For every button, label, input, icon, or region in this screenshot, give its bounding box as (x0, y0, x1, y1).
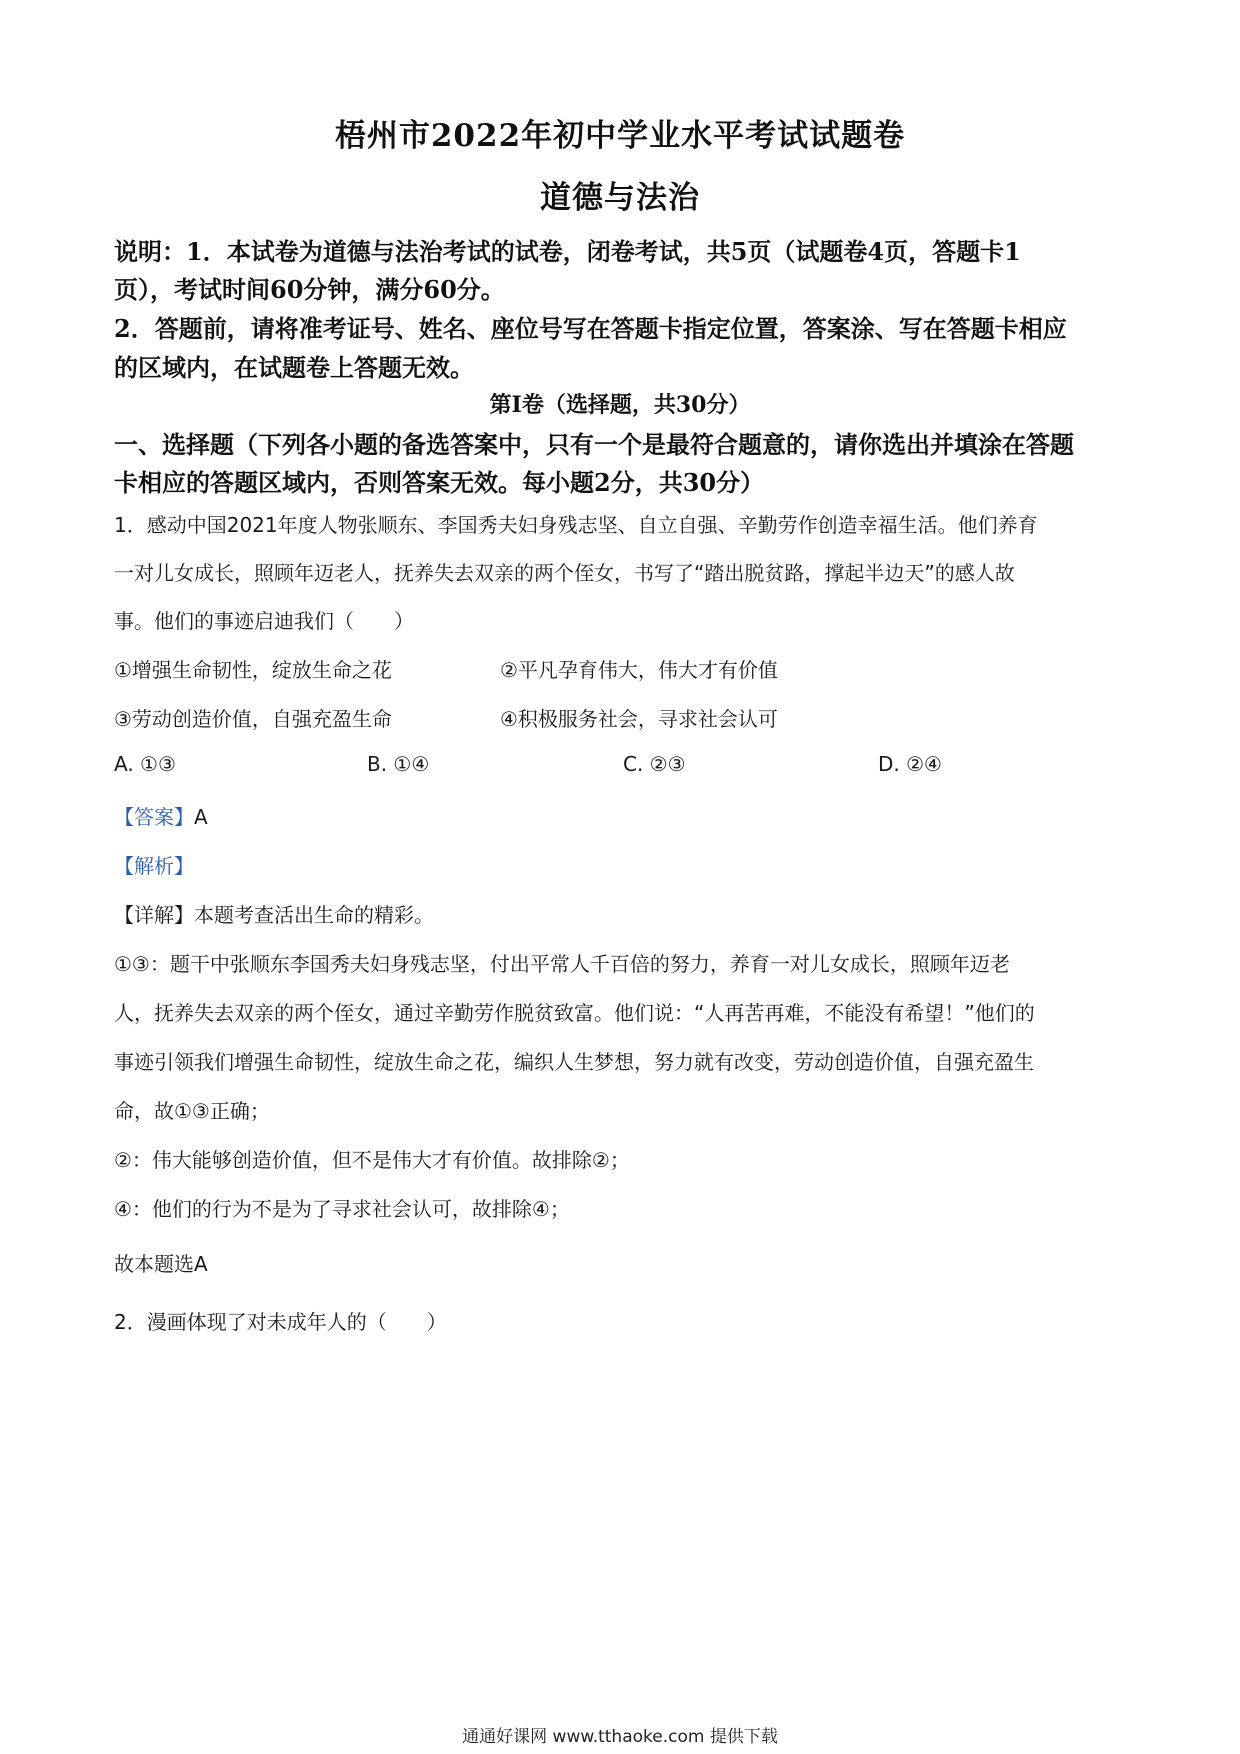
answer-line (114, 801, 1134, 830)
answer-value: A (194, 805, 208, 829)
statement-3: ③劳动创造价值，自强充盈生命 (114, 707, 392, 731)
detail-line (114, 899, 1134, 928)
instruction-line-1: 说明：1．本试卷为道德与法治考试的试卷，闭卷考试，共5页（试题卷4页，答题卡1 (114, 237, 1021, 266)
section-heading-line-1: 一、选择题（下列各小题的备选答案中，只有一个是最符合题意的，请你选出并填涂在答题 (114, 430, 1074, 459)
analysis-tag: 【解析】 (114, 854, 194, 878)
explanation-line-1: ①③：题干中张顺东李国秀夫妇身残志坚，付出平常人千百倍的努力，养育一对儿女成长，照顾年迈老 (114, 952, 1010, 976)
choice-a: A. ①③ (114, 752, 176, 776)
statement-4: ④积极服务社会，寻求社会认可 (500, 707, 778, 731)
explanation-line-4: 命，故①③正确； (114, 1099, 270, 1123)
instruction-line-2: 页），考试时间60分钟，满分60分。 (114, 275, 505, 304)
exam-title: 梧州市2022年初中学业水平考试试题卷 (334, 118, 906, 154)
explanation-line-3: 事迹引领我们增强生命韧性，绽放生命之花，编织人生梦想，努力就有改变，劳动创造价值，自强充盈生 (114, 1050, 1034, 1074)
conclusion-line: 故本题选A (114, 1252, 208, 1276)
statement-2: ②平凡孕育伟大，伟大才有价值 (500, 658, 778, 682)
section-title: 第Ⅰ卷（选择题，共30分） (489, 392, 751, 418)
question-1-stem-line-2: 一对儿女成长，照顾年迈老人，抚养失去双亲的两个侄女，书写了“踏出脱贫路，撑起半边天”的感人故 (114, 561, 1015, 585)
footer-text: 通通好课网 www.tthaoke.com 提供下载 (462, 1727, 778, 1747)
analysis-line (114, 850, 1134, 879)
statement-1: ①增强生命韧性，绽放生命之花 (114, 658, 392, 682)
question-1-stem-line-3: 事。他们的事迹启迪我们（ ） (114, 609, 414, 633)
exam-subject: 道德与法治 (540, 180, 700, 216)
choice-c: C. ②③ (623, 752, 686, 776)
question-2-stem: 2．漫画体现了对未成年人的（ ） (114, 1310, 447, 1334)
detail-intro: 本题考查活出生命的精彩。 (194, 903, 434, 927)
choice-b: B. ①④ (367, 752, 430, 776)
explanation-line-6: ④：他们的行为不是为了寻求社会认可，故排除④； (114, 1197, 570, 1221)
instruction-line-4: 的区域内，在试题卷上答题无效。 (114, 353, 474, 382)
section-heading-line-2: 卡相应的答题区域内，否则答案无效。每小题2分，共30分） (114, 468, 765, 497)
explanation-line-5: ②：伟大能够创造价值，但不是伟大才有价值。故排除②； (114, 1148, 630, 1172)
instruction-line-3: 2．答题前，请将准考证号、姓名、座位号写在答题卡指定位置，答案涂、写在答题卡相应 (114, 314, 1067, 343)
answer-tag: 【答案】 (114, 805, 194, 829)
choice-d: D. ②④ (878, 752, 942, 776)
question-1-stem-line-1: 1．感动中国2021年度人物张顺东、李国秀夫妇身残志坚、自立自强、辛勤劳作创造幸福生活。他们养育 (114, 513, 1038, 537)
detail-tag: 【详解】 (114, 903, 194, 927)
explanation-line-2: 人，抚养失去双亲的两个侄女，通过辛勤劳作脱贫致富。他们说：“人再苦再难，不能没有希望！”他们的 (114, 1001, 1035, 1025)
